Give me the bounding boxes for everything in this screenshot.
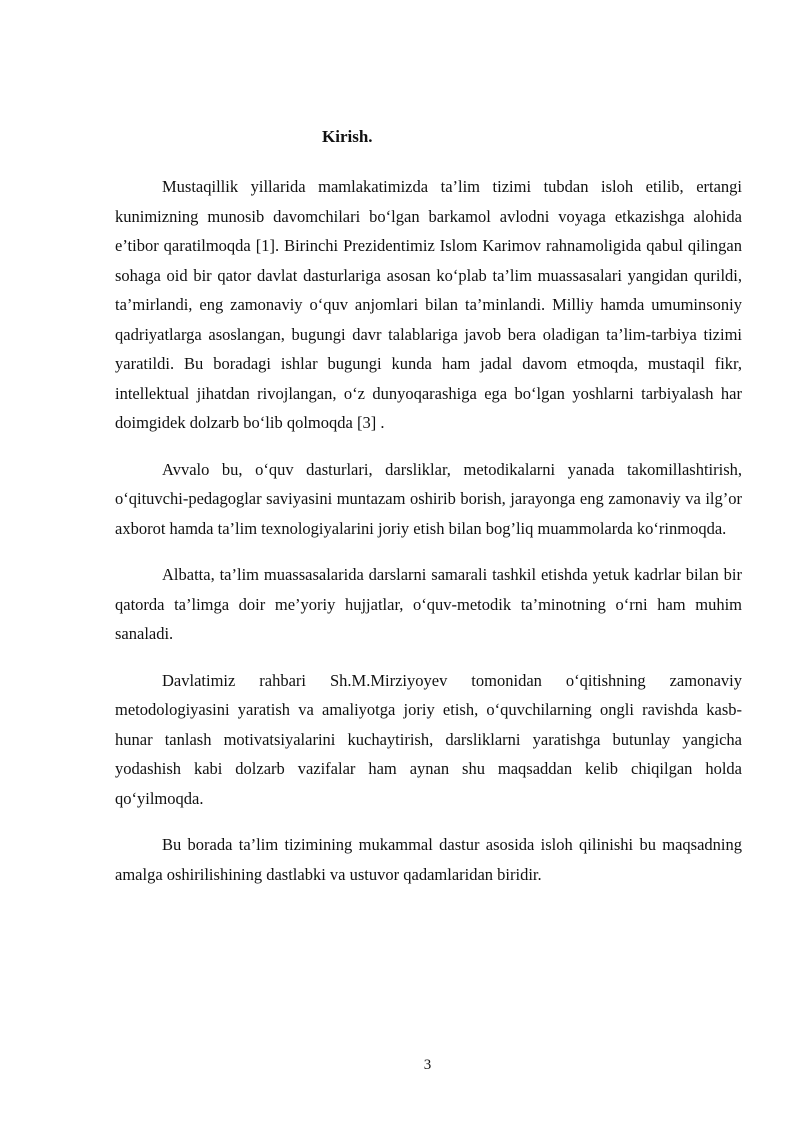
paragraph-5: Bu borada ta’lim tizimining mukammal dastur asosida isloh qilinishi bu maqsadning amalga oshirilishining dastlabki va ustuvor qadamlaridan biridir. (115, 835, 742, 884)
body-text (115, 172, 742, 906)
page-number: 3 (423, 1057, 432, 1073)
section-title: Kirish. (322, 127, 373, 146)
paragraph-1: Mustaqillik yillarida mamlakatimizda ta’lim tizimi tubdan isloh etilib, ertangi kunimizning munosib davomchilari bo‘lgan barkamol avlodni voyaga etkazishga alohida e’tibor qaratilmoqda [1]. Birinchi Prezidentimiz Islom Karimov rahnamoligida qabul qilingan sohaga oid bir qator davlat dasturlariga asosan ko‘plab ta’lim muassasalari yangidan qurildi, ta’mirlandi, eng zamonaviy o‘quv anjomlari bilan ta’minlandi. Milliy hamda umuminsoniy qadriyatlarga asoslangan, bugungi davr talablariga javob bera oladigan ta’lim-tarbiya tizimi yaratildi. Bu boradagi ishlar bugungi kunda ham jadal davom etmoqda, mustaqil fikr, intellektual jihatdan rivojlangan, o‘z dunyoqarashiga ega bo‘lgan yoshlarni tarbiyalash har doimgidek dolzarb bo‘lib qolmoqda [3] . (115, 177, 742, 432)
paragraph-4: Davlatimiz rahbari Sh.M.Mirziyoyev tomonidan o‘qitishning zamonaviy metodologiyasini yaratish va amaliyotga joriy etish, o‘quvchilarning ongli ravishda kasb-hunar tanlash motivatsiyalarini kuchaytirish, darsliklarni yaratishga butunlay yangicha yodashish kabi dolzarb vazifalar ham aynan shu maqsaddan kelib chiqilgan holda qo‘yilmoqda. (115, 670, 742, 808)
paragraph-2: Avvalo bu, o‘quv dasturlari, darsliklar, metodikalarni yanada takomillashtirish, o‘qituvchi-pedagoglar saviyasini muntazam oshirib borish, jarayonga eng zamonaviy va ilg’or axborot hamda ta’lim texnologiyalarini joriy etish bilan bog’liq muammolarda ko‘rinmoqda. (115, 459, 742, 538)
paragraph-3: Albatta, ta’lim muassasalarida darslarni samarali tashkil etishda yetuk kadrlar bilan bir qatorda ta’limga doir me’yoriy hujjatlar, o‘quv-metodik ta’minotning o‘rni ham muhim sanaladi. (115, 565, 742, 643)
